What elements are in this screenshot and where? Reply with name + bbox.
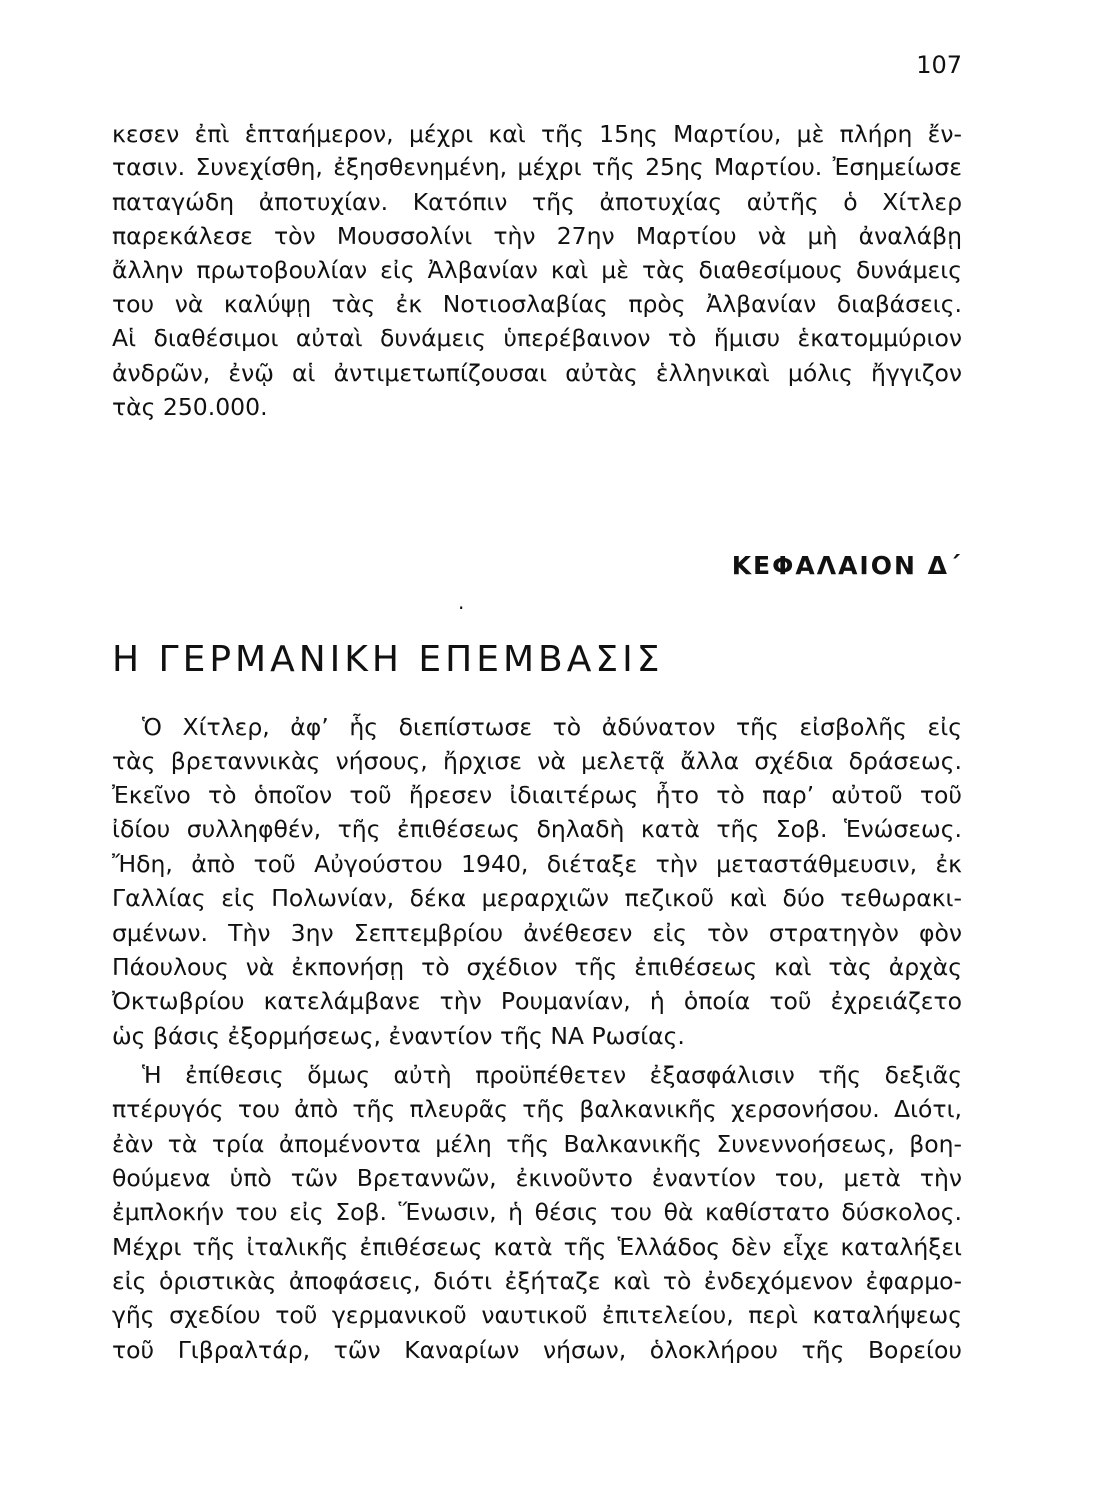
text-line: Ἐκεῖνο τὸ ὁποῖον τοῦ ἤρεσεν ἰδιαιτέρως ἦτο τὸ παρ’ αὐτοῦ τοῦ [112,781,962,809]
text-line: Πάουλους νὰ ἐκπονήσῃ τὸ σχέδιον τῆς ἐπιθέσεως καὶ τὰς ἀρχὰς [112,953,962,981]
section-title: Η ΓΕΡΜΑΝΙΚΗ ΕΠΕΜΒΑΣΙΣ [112,639,664,680]
text-line: Ἤδη, ἀπὸ τοῦ Αὐγούστου 1940, διέταξε τὴν μεταστάθμευσιν, ἐκ [112,850,962,878]
text-line: του νὰ καλύψῃ τὰς ἐκ Νοτιοσλαβίας πρὸς Ἀλβανίαν διαβάσεις. [112,290,962,318]
text-line: Ὀκτωβρίου κατελάμβανε τὴν Ρουμανίαν, ἡ ὁποία τοῦ ἐχρειάζετο [112,987,962,1015]
text-line: ἀνδρῶν, ἐνῷ αἱ ἀντιμετωπίζουσαι αὐτὰς ἑλληνικαὶ μόλις ἤγγιζον [112,359,962,387]
text-line: ἐὰν τὰ τρία ἀπομένοντα μέλη τῆς Βαλκανικῆς Συνεννοήσεως, βοη- [112,1130,962,1158]
text-line: ὡς βάσις ἐξορμήσεως, ἐναντίον τῆς ΝΑ Ρωσίας. [112,1022,685,1050]
text-line: Μέχρι τῆς ἰταλικῆς ἐπιθέσεως κατὰ τῆς Ἑλλάδος δὲν εἶχε καταλήξει [112,1233,962,1261]
text-line: τασιν. Συνεχίσθη, ἐξησθενημένη, μέχρι τῆς 25ης Μαρτίου. Ἐσημείωσε [112,153,962,181]
text-line: Ἡ ἐπίθεσις ὅμως αὐτὴ προϋπέθετεν ἐξασφάλισιν τῆς δεξιᾶς [142,1061,962,1089]
text-line: τοῦ Γιβραλτάρ, τῶν Καναρίων νήσων, ὁλοκλήρου τῆς Βορείου [112,1336,962,1364]
text-line: ἰδίου συλληφθέν, τῆς ἐπιθέσεως δηλαδὴ κατὰ τῆς Σοβ. Ἑνώσεως. [112,815,962,843]
text-line: ἐμπλοκήν του εἰς Σοβ. Ἕνωσιν, ἡ θέσις του θὰ καθίστατο δύσκολος. [112,1198,962,1226]
text-line: παρεκάλεσε τὸν Μουσσολίνι τὴν 27ην Μαρτίου νὰ μὴ ἀναλάβῃ [112,222,962,250]
text-line: παταγώδη ἀποτυχίαν. Κατόπιν τῆς ἀποτυχίας αὐτῆς ὁ Χίτλερ [112,188,962,216]
text-line: εἰς ὁριστικὰς ἀποφάσεις, διότι ἐξήταζε καὶ τὸ ἐνδεχόμενον ἐφαρμο- [112,1267,962,1295]
text-line: Ὁ Χίτλερ, ἀφ’ ἧς διεπίστωσε τὸ ἀδύνατον τῆς εἰσβολῆς εἰς [142,713,962,741]
text-line: σμένων. Τὴν 3ην Σεπτεμβρίου ἀνέθεσεν εἰς τὸν στρατηγὸν φὸν [112,919,962,947]
text-line: Γαλλίας εἰς Πολωνίαν, δέκα μεραρχιῶν πεζικοῦ καὶ δύο τεθωρακι- [112,884,962,912]
text-line: τὰς 250.000. [112,393,268,421]
text-line: γῆς σχεδίου τοῦ γερμανικοῦ ναυτικοῦ ἐπιτελείου, περὶ καταλήψεως [112,1301,962,1329]
text-line: τὰς βρεταννικὰς νήσους, ἤρχισε νὰ μελετᾷ ἄλλα σχέδια δράσεως. [112,747,962,775]
chapter-label: ΚΕΦΑΛΑΙΟΝ Δ΄ [731,551,962,580]
text-line: θούμενα ὑπὸ τῶν Βρεταννῶν, ἐκινοῦντο ἐναντίον του, μετὰ τὴν [112,1164,962,1192]
page-number: 107 [916,51,962,79]
text-line: κεσεν ἐπὶ ἑπταήμερον, μέχρι καὶ τῆς 15ης Μαρτίου, μὲ πλήρη ἔν- [112,120,962,148]
text-line: πτέρυγός του ἀπὸ τῆς πλευρᾶς τῆς βαλκανικῆς χερσονήσου. Διότι, [112,1095,962,1123]
separator-dot: · [458,596,465,620]
text-line: Αἱ διαθέσιμοι αὐταὶ δυνάμεις ὑπερέβαινον τὸ ἥμισυ ἑκατομμύριον [112,324,962,352]
text-line: ἄλλην πρωτοβουλίαν εἰς Ἀλβανίαν καὶ μὲ τὰς διαθεσίμους δυνάμεις [112,256,962,284]
